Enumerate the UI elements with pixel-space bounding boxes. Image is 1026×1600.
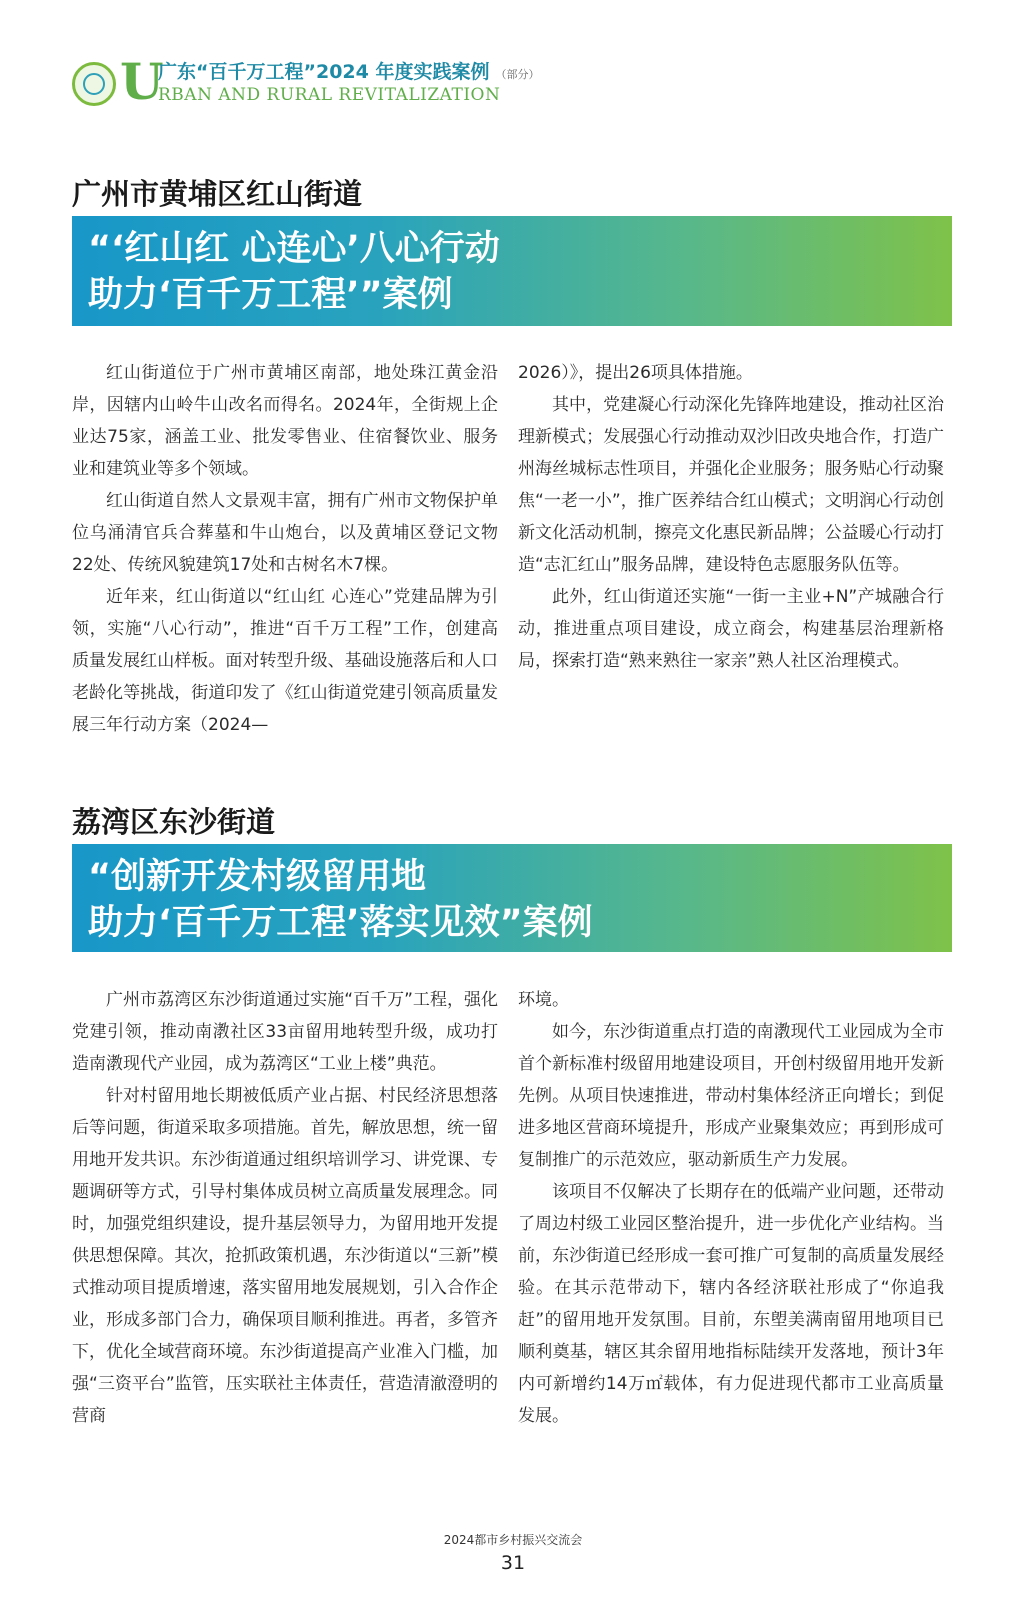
section2-paragraph: 针对村留用地长期被低质产业占据、村民经济思想落后等问题，街道采取多项措施。首先，解放思想，统一留用地开发共识。东沙街道通过组织培训学习、讲党课、专题调研等方式，引导村集体成员树立高质量发展理念。同时，加强党组织建设，提升基层领导力，为留用地开发提供思想保障。其次，抢抓政策机遇，东沙街道以“三新”模式推动项目提质增速，落实留用地发展规划，引入合作企业，形成多部门合力，确保项目顺利推进。再者，多管齐下，优化全域营商环境。东沙街道提高产业准入门槛，加强“三资平台”监管，压实联社主体责任，营造清澈澄明的营商 bbox=[72, 1086, 498, 1426]
section1-paragraph: 红山街道位于广州市黄埔区南部，地处珠江黄金沿岸，因辖内山岭牛山改名而得名。2024年，全街规上企业达75家，涵盖工业、批发零售业、住宿餐饮业、服务业和建筑业等多个领域。 bbox=[72, 363, 498, 479]
section1-paragraph: 红山街道自然人文景观丰富，拥有广州市文物保护单位乌涌清官兵合葬墓和牛山炮台，以及黄埔区登记文物22处、传统风貌建筑17处和古树名木7棵。 bbox=[72, 491, 498, 575]
section2-place-title: 荔湾区东沙街道 bbox=[72, 805, 276, 839]
page-number: 31 bbox=[500, 1552, 526, 1574]
header-big-letter: U bbox=[120, 52, 164, 111]
header-title-text: 广东“百千万工程”2024 年度实践案例 bbox=[158, 61, 490, 83]
section2-continuation: 环境。 bbox=[518, 990, 569, 1010]
section2-left-column bbox=[72, 984, 498, 1432]
section2-paragraph: 如今，东沙街道重点打造的南漖现代工业园成为全市首个新标准村级留用地建设项目，开创村级留用地开发新先例。从项目快速推进，带动村集体经济正向增长；到促进多地区营商环境提升，形成产业聚集效应；再到形成可复制推广的示范效应，驱动新质生产力发展。 bbox=[518, 1022, 944, 1170]
section2-paragraph: 广州市荔湾区东沙街道通过实施“百千万”工程，强化党建引领，推动南漖社区33亩留用地转型升级，成功打造南漖现代产业园，成为荔湾区“工业上楼”典范。 bbox=[72, 990, 498, 1074]
rural-revitalization-logo-icon bbox=[72, 62, 116, 106]
section1-banner-line1: “‘红山红 心连心’八心行动 bbox=[88, 229, 500, 269]
section1-paragraph: 近年来，红山街道以“红山红 心连心”党建品牌为引领，实施“八心行动”，推进“百千万工程”工作，创建高质量发展红山样板。面对转型升级、基础设施落后和人口老龄化等挑战，街道印发了《红山街道党建引领高质量发展三年行动方案（2024— bbox=[72, 587, 498, 735]
section1-banner bbox=[72, 216, 952, 326]
header-title-suffix: （部分） bbox=[495, 68, 540, 81]
section1-banner-line2: 助力‘百千万工程’”案例 bbox=[88, 275, 453, 315]
header-title bbox=[158, 60, 539, 87]
section2-banner-line2: 助力‘百千万工程’落实见效”案例 bbox=[88, 903, 593, 943]
section2-right-column bbox=[518, 984, 944, 1432]
page-header bbox=[72, 52, 952, 112]
section1-right-column bbox=[518, 357, 944, 677]
section1-paragraph: 此外，红山街道还实施“一街一主业+N”产城融合行动，推进重点项目建设，成立商会，构建基层治理新格局，探索打造“熟来熟往一家亲”熟人社区治理模式。 bbox=[518, 587, 944, 671]
section1-paragraph: 其中，党建凝心行动深化先锋阵地建设，推动社区治理新模式；发展强心行动推动双沙旧改央地合作，打造广州海丝城标志性项目，并强化企业服务；服务贴心行动聚焦“一老一小”，推广医养结合红山模式；文明润心行动创新文化活动机制，擦亮文化惠民新品牌；公益暖心行动打造“志汇红山”服务品牌，建设特色志愿服务队伍等。 bbox=[518, 395, 944, 575]
section1-continuation: 2026）》，提出26项具体措施。 bbox=[518, 363, 753, 383]
section1-place-title: 广州市黄埔区红山街道 bbox=[72, 177, 363, 211]
header-subtitle: RBAN AND RURAL REVITALIZATION bbox=[158, 85, 501, 105]
footer-text: 2024都市乡村振兴交流会 bbox=[443, 1533, 583, 1547]
section2-banner bbox=[72, 844, 952, 952]
section2-paragraph: 该项目不仅解决了长期存在的低端产业问题，还带动了周边村级工业园区整治提升，进一步优化产业结构。当前，东沙街道已经形成一套可推广可复制的高质量发展经验。在其示范带动下，辖内各经济联社形成了“你追我赶”的留用地开发氛围。目前，东塱美满南留用地项目已顺利奠基，辖区其余留用地指标陆续开发落地，预计3年内可新增约14万㎡载体，有力促进现代都市工业高质量发展。 bbox=[518, 1182, 944, 1426]
section2-banner-line1: “创新开发村级留用地 bbox=[88, 857, 427, 897]
section1-left-column bbox=[72, 357, 498, 741]
